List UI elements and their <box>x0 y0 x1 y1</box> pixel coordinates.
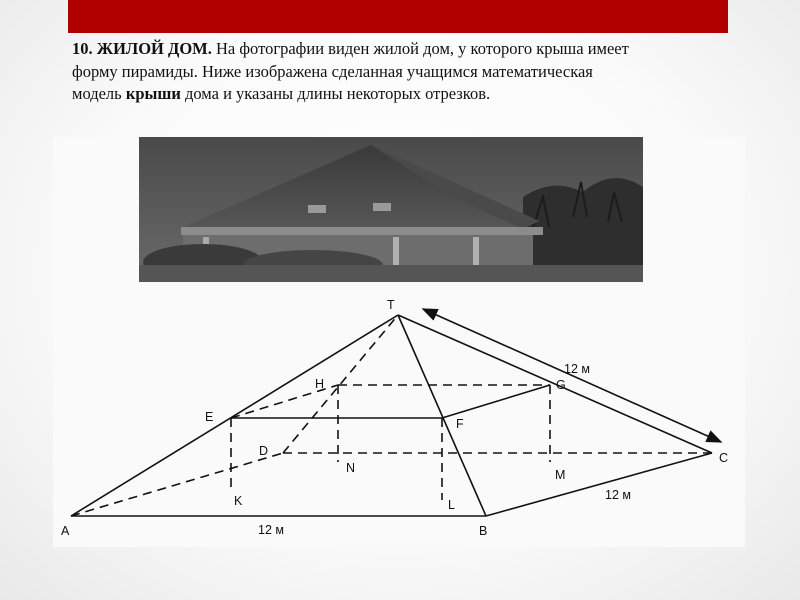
label-E: E <box>205 410 214 424</box>
figure-svg <box>53 137 745 547</box>
problem-title: 10. ЖИЛОЙ ДОМ. <box>72 39 212 58</box>
label-B: B <box>479 524 488 538</box>
length-AB: 12 м <box>258 523 284 537</box>
house-photo <box>139 137 643 282</box>
edge-BC <box>486 453 712 516</box>
label-N: N <box>346 461 356 475</box>
label-T: T <box>387 298 395 312</box>
edge-AD <box>71 453 283 516</box>
length-TC: 12 м <box>564 362 590 376</box>
label-K: K <box>234 494 243 508</box>
label-G: G <box>556 378 566 392</box>
label-C: C <box>719 451 729 465</box>
label-A: A <box>61 524 70 538</box>
edge-FG <box>442 385 550 418</box>
problem-text-bold: крыши <box>125 84 181 103</box>
problem-statement <box>72 38 632 106</box>
edge-AT <box>71 315 398 516</box>
label-D: D <box>259 444 269 458</box>
edge-TC <box>398 315 712 453</box>
label-M: M <box>555 468 566 482</box>
length-BC: 12 м <box>605 488 631 502</box>
length-labels <box>258 362 631 537</box>
edge-DT <box>283 315 398 453</box>
problem-text-part1: На фотографии виден жилой дом, у которого крыша имеет форму пирамиды. Ниже изображена сделанная учащимся математическая модель <box>72 39 629 103</box>
label-F: F <box>456 417 464 431</box>
pyramid-model <box>71 309 721 516</box>
label-H: H <box>315 377 325 391</box>
header-bar <box>68 0 728 33</box>
label-L: L <box>448 498 455 512</box>
figure-panel <box>53 137 745 547</box>
problem-text-part2: дома и указаны длины некоторых отрезков. <box>184 84 491 103</box>
